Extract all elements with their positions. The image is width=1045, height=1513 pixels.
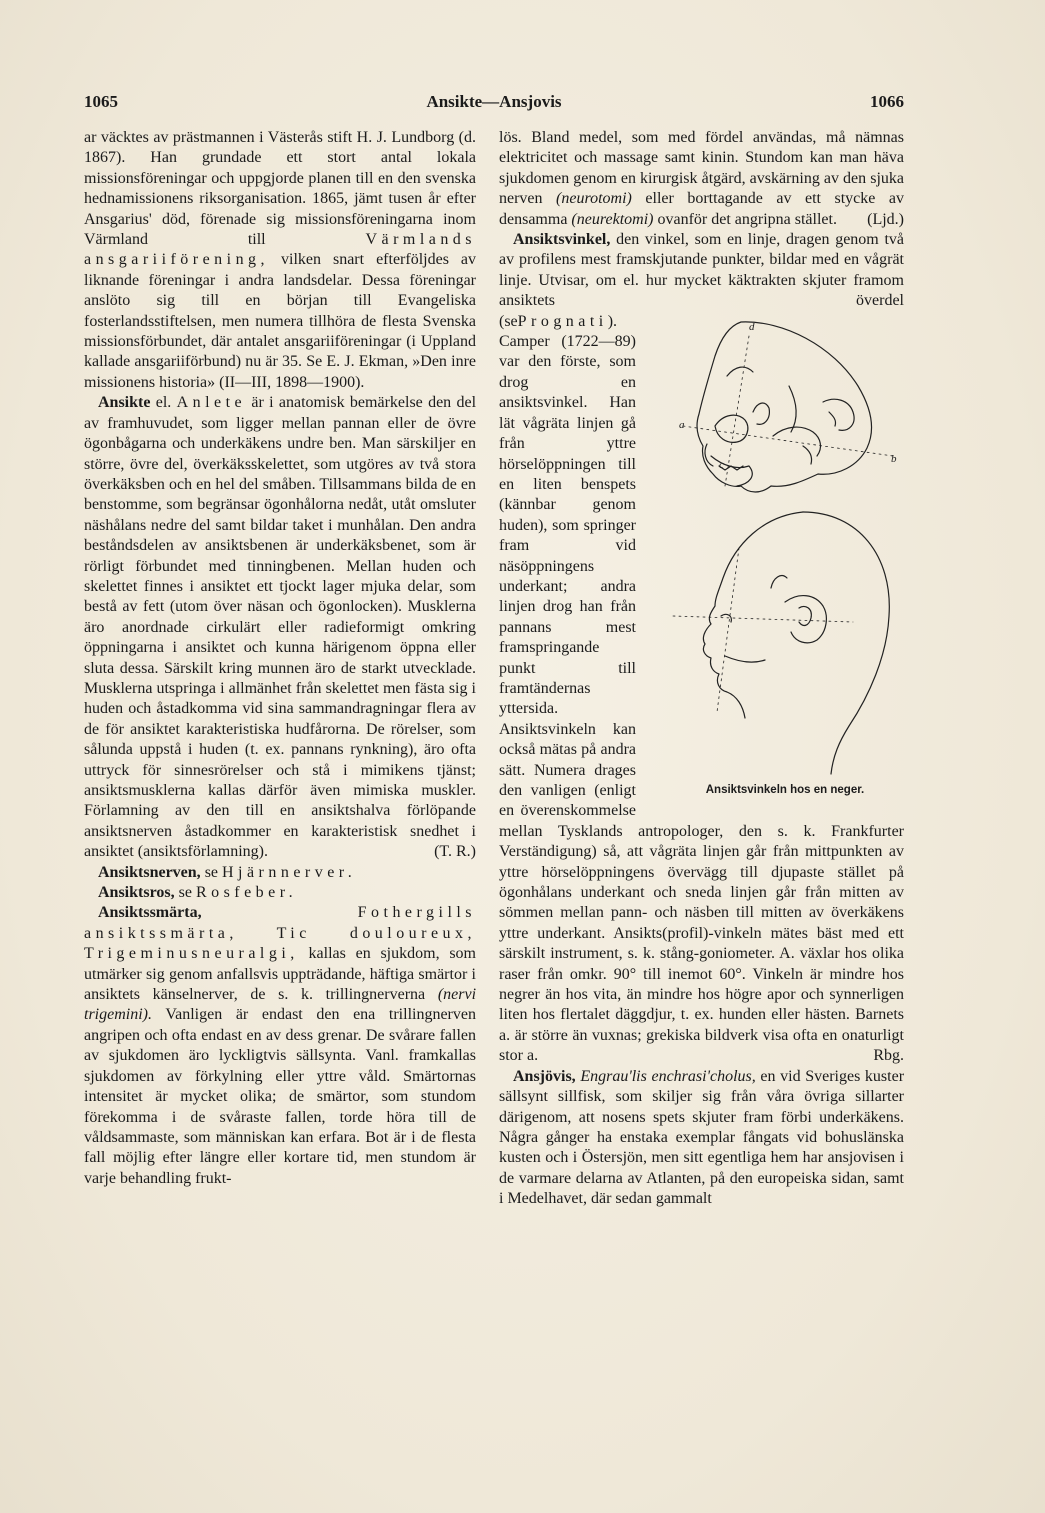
figure-caption: Ansiktsvinkeln hos en neger. xyxy=(705,783,865,796)
headword-ansiktssmarta: Ansiktssmärta, xyxy=(98,904,202,922)
page-number-right: 1066 xyxy=(870,92,904,111)
missions-paragraph: ar väcktes av prästmannen i Västerås stift H. J. Lundborg (d. 1867). Han grundade ett stort antal lokala missionsföreningar och uppgjorde planen till en den svenska hednamissionens riksorganisation. 1865, jämt tusen år efter Ansgarius' död, förenade sig missionsföreningarna inom Värmland till Värmlands ansgariiförening, vilken snart efterföljdes av liknande föreningar i andra landsdelar. Dessa föreningar anslöto sig till en början till Evangeliska fosterlandsstiftelsen, men numera tillhöra de flesta Svenska missionsförbundet, där antalet ansgariiföreningar (i Uppland kallade ansgariiförbund) nu är 35. Se E. J. Ekman, »Den inre missionens historia» (II—III, 1898—1900). xyxy=(84,129,476,391)
headword-ansiktsvinkel: Ansiktsvinkel, xyxy=(513,231,611,249)
headword-ansiktsros: Ansiktsros, xyxy=(98,884,175,902)
treatment-paragraph: lös. Bland medel, som med fördel användas, må nämnas elektricitet och massage samt kinin. Stundom kan man häva sjukdomen genom en kirurgisk åtgärd, avskärning av den sjuka nerven (neurotomi) eller borttagande av ett stycke av densamma (neurektomi) ovanför det angripna stället. (Ljd.) xyxy=(499,128,904,230)
signature-rbg: Rbg. xyxy=(873,1047,904,1065)
headword-ansiktsnerven: Ansiktsnerven, xyxy=(98,863,201,881)
entry-ansiktsvinkel: Ansiktsvinkel, den vinkel, som en linje, dragen genom två av profilens mest framskjutande punkter, bildar med en vågrät linje. Utvisar, om el. hur mycket käktrakten skjuter framom ansiktets överdel (se d a c b Ansiktsvinkeln hos en neger. Prognati). Camper (1722—89) var den förste, som drog en ansiktsvinkel. Han lät vågräta linjen gå från yttre hörselöppningen till en liten benspets (kännbar genom huden), som springer fram vid näsöppningens underkant; andra linjen drog han från pannans mest framspringande punkt till framtändernas yttersida. Ansiktsvinkeln kan också mätas på andra sätt. Numera drages den vanligen (enligt en överenskommelse mellan Tysklands antropologer, den s. k. Frankfurter Verständigung) så, att vågräta linjen går från mittpunkten av yttre hörselöppningens övervägg till djupaste stället på ögonhålans underkant och sneda linjen går från mitten av sömmen mellan pann- och näsben till mitten av överkäkens yttre underkant. Ansikts(profil)-vinkeln mätes bäst med ett särskilt instrument, s. k. stång-goniometer. A. växlar hos olika raser från omkr. 90° till inemot 60°. Vinkeln är mindre hos negrer än hos vita, än mindre hos högre apor och synnerligen liten hos flertalet däggdjur, t. ex. hunden eller hästen. Barnets a. är större än vuxnas; grekiska bildverk visa ofta en onaturligt stor a. Rbg. xyxy=(499,230,904,1067)
facial-line-upper xyxy=(683,426,893,456)
cross-reference[interactable]: Rosfeber. xyxy=(195,884,298,902)
signature-tr: (T. R.) xyxy=(434,843,476,861)
facial-angle-figure xyxy=(648,316,908,800)
figure-label-d: d xyxy=(749,320,755,333)
entry-ansiktsnerven: Ansiktsnerven, se Hjärnnerver. xyxy=(98,863,357,881)
running-header xyxy=(84,92,904,116)
page-number-left: 1065 xyxy=(84,92,118,111)
cross-reference[interactable]: Hjärnnerver. xyxy=(222,863,357,881)
latin-name: Engrau'lis enchrasi'cholus, xyxy=(580,1067,756,1085)
head-outline xyxy=(803,512,889,774)
running-title: Ansikte—Ansjovis xyxy=(426,92,562,111)
figure-label-c: c xyxy=(719,458,724,471)
figure-label-b: b xyxy=(891,452,897,465)
figure-label-a: a xyxy=(679,418,685,431)
cross-reference[interactable]: Prognati xyxy=(517,312,608,330)
entry-ansikte: Ansikte el. Anlete är i anatomisk bemärkelse den del av framhuvudet, som ligger mellan pannan eller de övre ögonbågarna och underkäkens undre ben. Man särskiljer en större, övre del, överkäksskelettet, som utgöres av två stora överkäksben och en hel del småben. Tillsammans bilda de en benstomme, som begränsar ögonhålorna nedåt, utåt omsluter näshålans nedre del samt bildar taket i munhålan. Den andra beståndsdelen av ansiktsbenen är underkäksbenet, som är rörligt förbundet med tinningbenen. Mellan huden och skelettet finnes i ansiktet ett tjockt lager mjuka delar, som bestå av fett (utom över näsan och ögonlocken). Musklerna äro anordnade cirkulärt eller radieformigt omkring öppningarna i ansiktet och kunna härigenom öppna eller sluta dessa. Särskilt kring munnen äro de starkt utvecklade. Musklerna utspringa i allmänhet från skelettet men fästa sig i huden och åstadkomma vid sina sammandragningar flera av de för ansiktet karakteristiska hudfårorna. De rörelser, som sålunda uppstå i huden (t. ex. pannans rynkning), äro ofta uttryck för sinnesrörelser och stå i mimikens tjänst; ansiktsmusklerna kallas därför även mimiska muskler. Förlamning av den till en ansiktshalva förlöpande ansiktsnerven åstadkommer en karakteristisk snedhet i ansiktet (ansiktsförlamning). (T. R.) xyxy=(84,393,476,862)
entry-ansjovis: Ansjövis, Engrau'lis enchrasi'cholus, en vid Sveriges kuster sällsynt sillfisk, som skiljer sig från våra övriga sillarter därigenom, att nosens spets skjuter fram förbi underkäkens. Några gånger ha enstaka exemplar fångats vid bohuslänska kusten och i Östersjön, men sitt egentliga hem har ansjovisen i de varmare delarna av Atlanten, på den europeiska sidan, samt i Medelhavet, där sedan gammalt xyxy=(499,1067,905,1208)
headword-ansjovis: Ansjövis, xyxy=(513,1067,576,1085)
skull-and-head-illustration xyxy=(653,316,903,778)
entry-ansiktssmarta: Ansiktssmärta, Fothergills ansiktssmärta, Tic douloureux, Trigeminusneuralgi, kallas en sjukdom, som utmärker sig genom anfallsvis uppträdande, häftiga smärtor i ansiktets känselnerver, de s. k. trillingnerverna (nervi trigemini). Vanligen är endast den ena trillingnerven angripen och ofta endast en av dess grenar. De svårare fallen av sjukdomen äro lyckligtvis sällsynta. Vanl. framkallas sjukdomen av förkylning eller yttre våld. Smärtornas intensitet är mycket olika; de smärtor, som stundom förekomma i de svåraste fallen, torde höra till de våldsammaste, som människan kan erfara. Bot är i de flesta fall möjlig efter längre eller kortare tid, men stundom är varje behandling frukt- xyxy=(84,904,477,1187)
facial-line-vertical xyxy=(725,336,749,486)
right-column xyxy=(499,128,904,1210)
entry-ansiktsros: Ansiktsros, se Rosfeber. xyxy=(98,884,298,902)
headword-ansikte: Ansikte xyxy=(98,394,151,412)
signature-ljd: (Ljd.) xyxy=(867,210,904,228)
left-column xyxy=(84,128,476,1189)
